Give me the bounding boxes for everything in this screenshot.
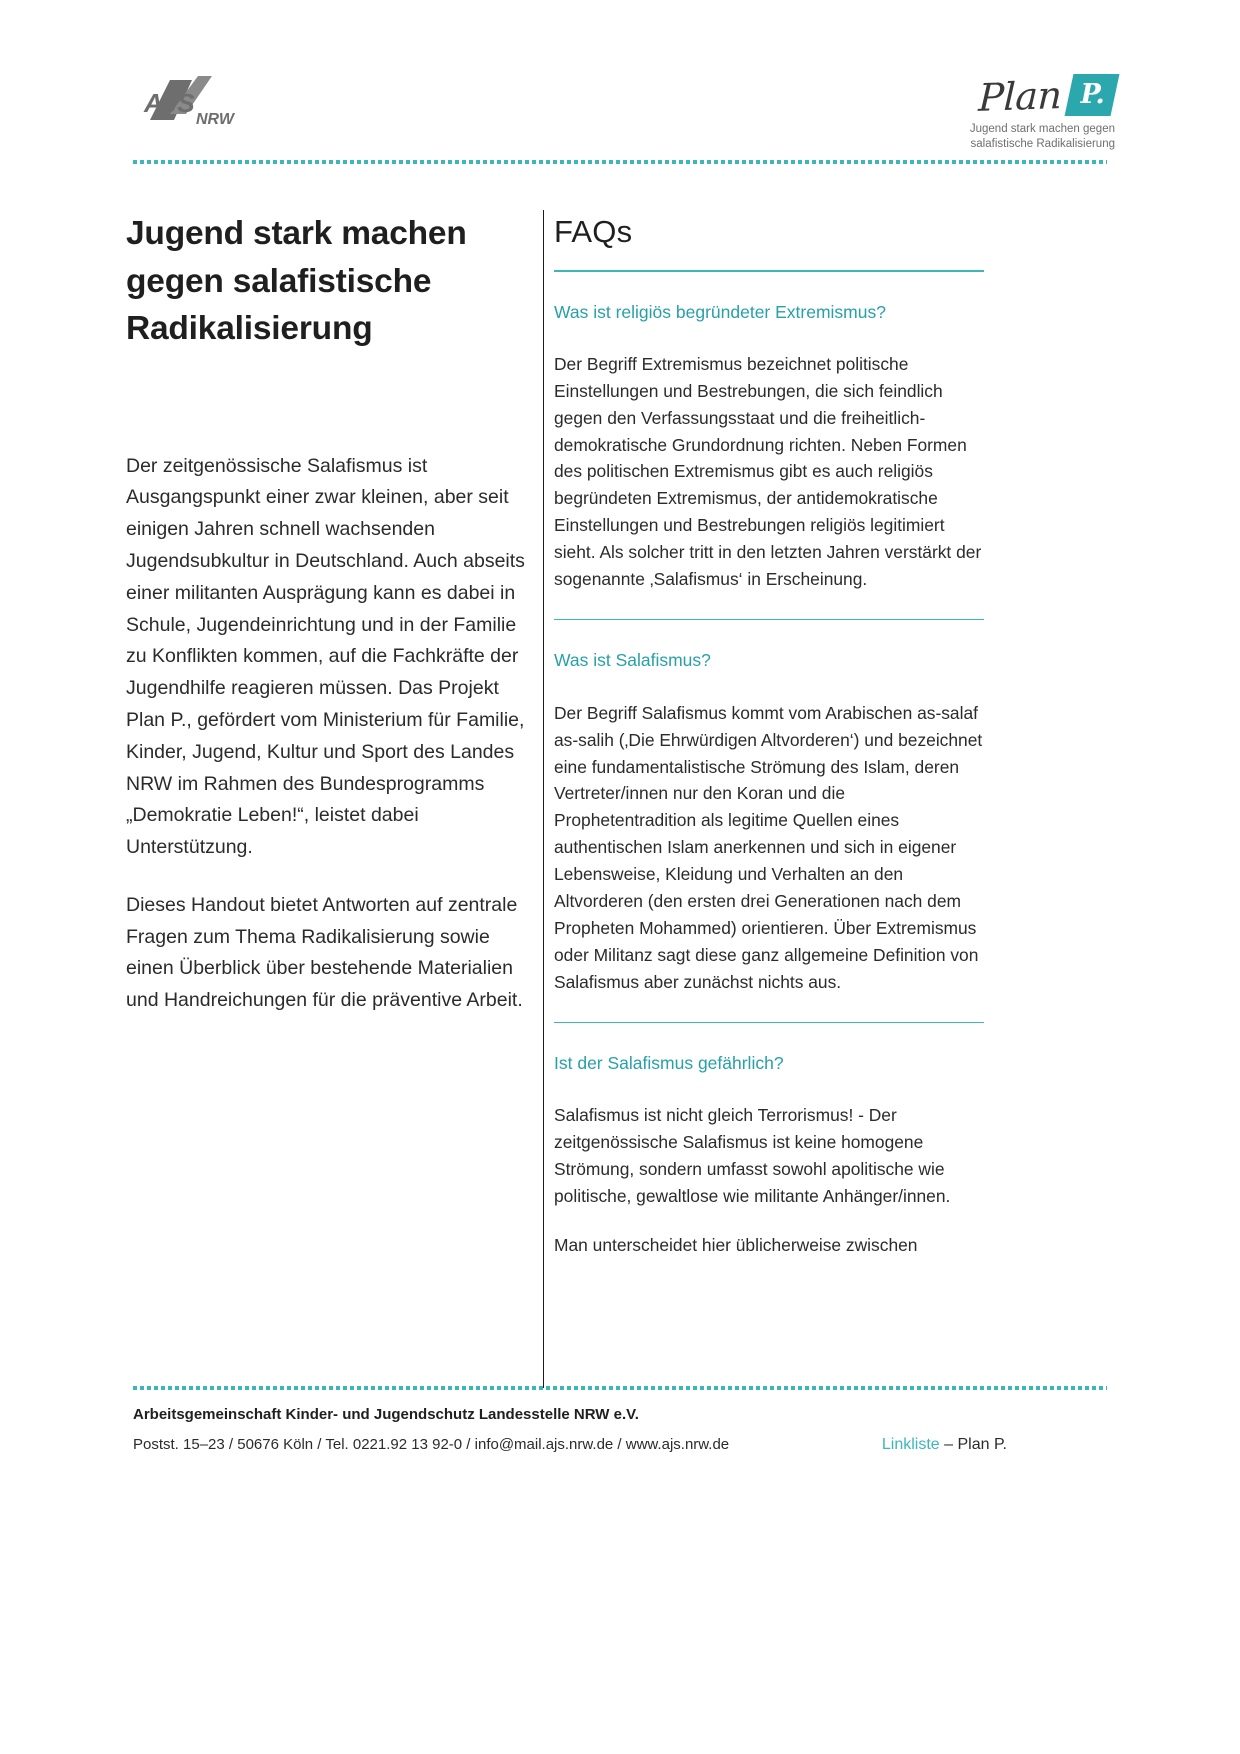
- footer-row: [133, 1433, 1107, 1457]
- ajs-nrw-logo-icon: [140, 74, 236, 130]
- page-title: Jugend stark machen gegen salafistische Radikalisierung: [126, 215, 467, 348]
- page-header: [0, 0, 1240, 160]
- footer-contact: Postst. 15–23 / 50676 Köln / Tel. 0221.92 13 92-0 / info@mail.ajs.nrw.de / www.ajs.nrw.de: [133, 1435, 730, 1453]
- footer-navigation: [882, 1433, 1107, 1457]
- plan-p-tagline-line2: salafistische Radikalisierung: [970, 138, 1115, 151]
- svg-text:NRW: NRW: [196, 111, 234, 128]
- faq-answer: Der Begriff Salafismus kommt vom Arabischen as-salaf as-salih (‚Die Ehrwürdigen Altvorderen‘) und bezeichnet eine fundamentalistische Strömung des Islam, deren Vertreter/innen nur den Koran und die Prophetentradition als legitime Quellen eines authentischen Islam anerkennen und sich in eigener Lebensweise, Kleidung und Verhalten an den Altvorderen (den ersten drei Generationen nach dem Propheten Mohammed) orientieren. Über Extremismus oder Militanz sagt diese ganz allgemeine Definition von Salafismus aber zunächst nichts aus.: [554, 702, 983, 992]
- faq-question: Ist der Salafismus gefährlich?: [554, 1053, 784, 1074]
- plan-p-wordmark: Plan: [977, 73, 1063, 120]
- svg-text:AJS: AJS: [144, 88, 195, 118]
- plan-p-tagline-line1: Jugend stark machen gegen: [969, 123, 1115, 135]
- faq-answer-continued: Man unterscheidet hier üblicherweise zwischen: [554, 1235, 918, 1255]
- footer-nav-current: – Plan P.: [939, 1435, 1007, 1453]
- faq-divider: [554, 1022, 984, 1024]
- footer-organisation: Arbeitsgemeinschaft Kinder- und Jugendschutz Landesstelle NRW e.V.: [133, 1406, 639, 1423]
- faq-item: [554, 270, 984, 593]
- intro-paragraph-1: Der zeitgenössische Salafismus ist Ausgangspunkt einer zwar kleinen, aber seit einigen Jahren schnell wachsenden Jugendsubkultur in Deutschland. Auch abseits einer militanten Ausprägung kann es dabei in Schule, Jugendeinrichtung und in der Familie zu Konflikten kommen, auf die Fachkräfte der Jugendhilfe reagieren müssen. Das Projekt Plan P., gefördert vom Ministerium für Familie, Kinder, Jugend, Kultur und Sport des Landes NRW im Rahmen des Bundesprogramms „Demokratie Leben!“, leistet dabei Unterstützung.: [126, 454, 525, 859]
- column-divider: [543, 210, 544, 1388]
- right-column: [554, 210, 984, 1259]
- faq-question: Was ist Salafismus?: [554, 650, 711, 671]
- content-columns: [0, 196, 1240, 1376]
- left-column: [126, 210, 526, 1017]
- footer-divider: [133, 1386, 1107, 1390]
- plan-p-tagline: [875, 122, 1115, 152]
- intro-paragraph-2: Dieses Handout bietet Antworten auf zentrale Fragen zum Thema Radikalisierung sowie einen Überblick über bestehende Materialien und Handreichungen für die präventive Arbeit.: [126, 893, 523, 1012]
- plan-p-logo: [875, 70, 1115, 151]
- faq-item: [554, 619, 984, 996]
- faq-item: [554, 1022, 984, 1259]
- plan-p-logo-row: [875, 70, 1115, 120]
- ajs-nrw-logo: [140, 74, 236, 130]
- page-footer: [133, 1404, 1107, 1457]
- linkliste-link[interactable]: Linkliste: [881, 1435, 940, 1453]
- header-divider: [133, 160, 1107, 164]
- faq-heading: FAQs: [554, 214, 633, 249]
- plan-p-badge-letter: P.: [1080, 78, 1104, 110]
- faq-divider: [554, 270, 984, 272]
- faq-divider: [554, 619, 984, 621]
- faq-answer: Der Begriff Extremismus bezeichnet politische Einstellungen und Bestrebungen, die sich feindlich gegen den Verfassungsstaat und die freiheitlich-demokratische Grundordnung richten. Neben Formen des politischen Extremismus gibt es auch religiös begründeten Extremismus, der antidemokratische Einstellungen und Bestrebungen religiös legitimiert sieht. Als solcher tritt in den letzten Jahren verstärkt der sogenannte ‚Salafismus‘ in Erscheinung.: [554, 353, 982, 589]
- faq-answer: Salafismus ist nicht gleich Terrorismus! - Der zeitgenössische Salafismus ist keine homogene Strömung, sondern umfasst sowohl apolitische wie politische, gewaltlose wie militante Anhänger/innen.: [554, 1105, 951, 1207]
- faq-question: Was ist religiös begründeter Extremismus?: [554, 301, 886, 322]
- plan-p-badge-icon: [1065, 74, 1120, 116]
